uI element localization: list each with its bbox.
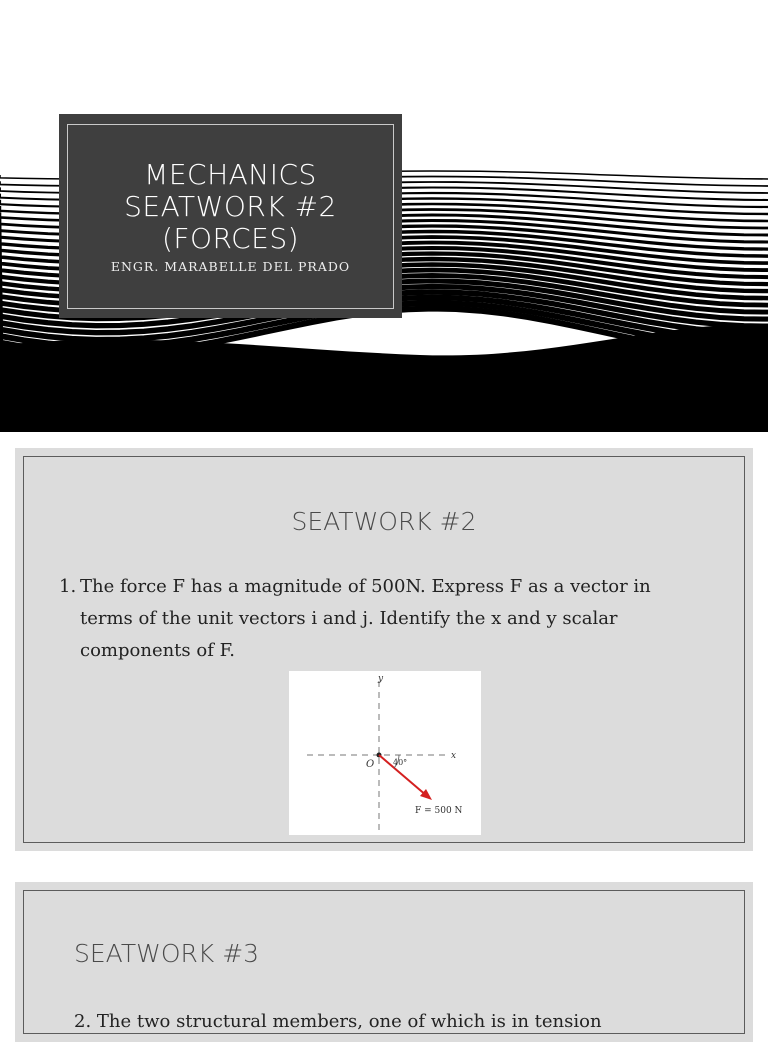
title-slide bbox=[0, 0, 768, 432]
title-card-border bbox=[67, 124, 394, 309]
force-label: F = 500 N bbox=[415, 806, 463, 816]
slide-seatwork-2 bbox=[15, 448, 753, 851]
problem-2-text: 2. The two structural members, one of which is in tension bbox=[74, 1011, 602, 1032]
slide-heading: SEATWORK #3 bbox=[74, 939, 260, 968]
y-axis-label: y bbox=[378, 674, 384, 684]
origin-label: O bbox=[366, 759, 375, 770]
slide-border bbox=[23, 456, 745, 843]
slide-heading: SEATWORK #2 bbox=[291, 507, 477, 536]
presentation-author: ENGR. MARABELLE DEL PRADO bbox=[110, 259, 351, 274]
presentation-title: MECHANICS SEATWORK #2 (FORCES) bbox=[124, 158, 337, 255]
problem-1 bbox=[59, 571, 700, 667]
title-card bbox=[59, 114, 402, 318]
problem-number: 1. bbox=[59, 576, 77, 597]
force-diagram-graphic bbox=[289, 671, 481, 835]
force-diagram bbox=[289, 671, 481, 835]
angle-label: 40° bbox=[393, 758, 408, 767]
problem-text: The force F has a magnitude of 500N. Express F as a vector in terms of the unit vectors i and j. Identify the x and y scalar components of F. bbox=[80, 576, 651, 661]
x-axis-label: x bbox=[451, 751, 457, 761]
slide-seatwork-3 bbox=[15, 882, 753, 1042]
slide-border bbox=[23, 890, 745, 1034]
